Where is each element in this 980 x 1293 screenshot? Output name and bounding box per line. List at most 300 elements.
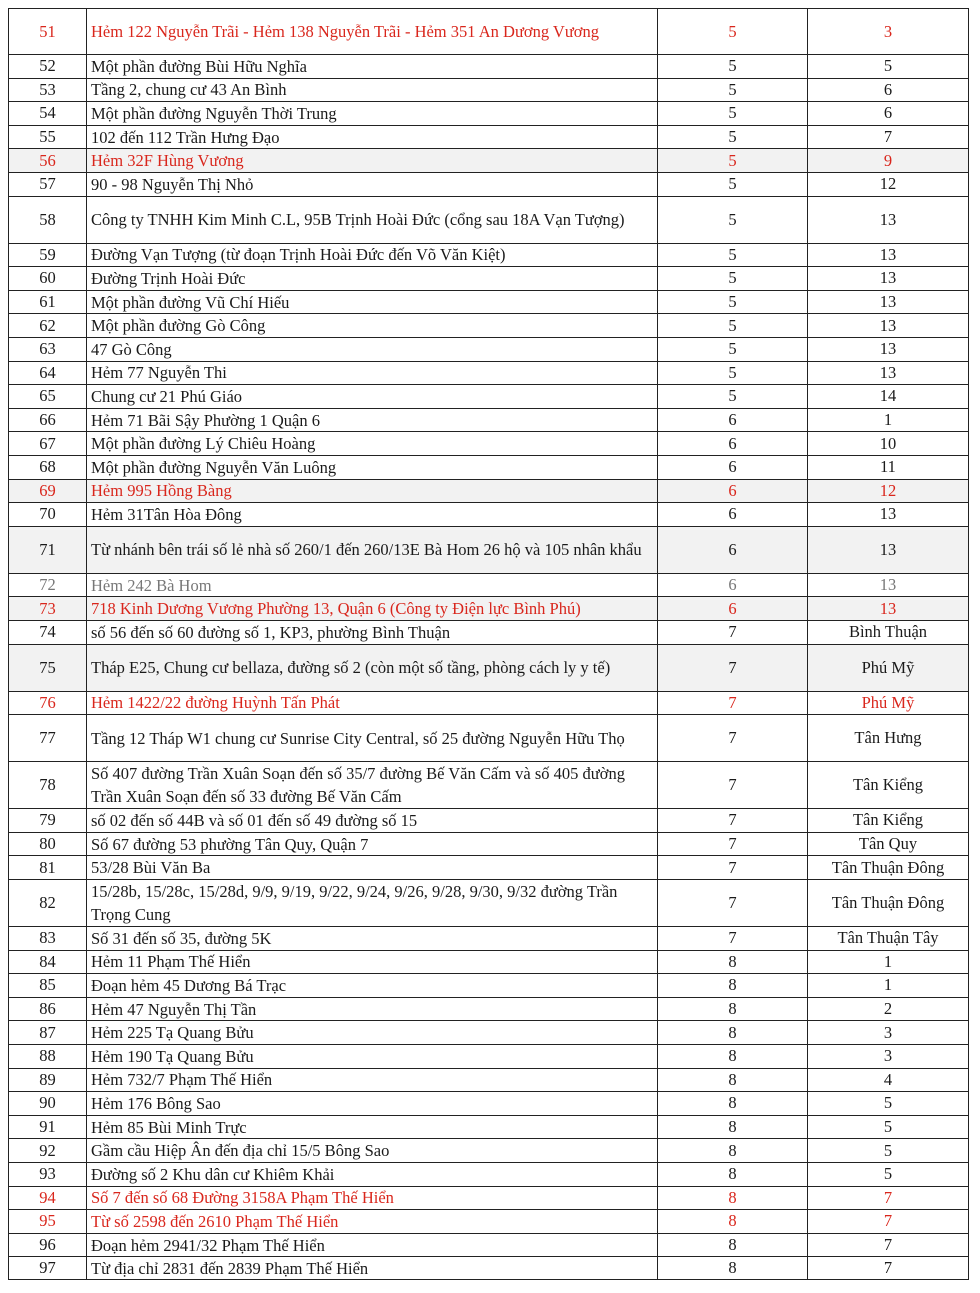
table-row xyxy=(8,125,969,149)
location-cell-text: số 02 đến số 44B và số 01 đến số 49 đường số 15 xyxy=(91,810,418,830)
district-cell xyxy=(657,621,807,644)
location-cell-text: Từ địa chỉ 2831 đến 2839 Phạm Thế Hiển xyxy=(91,1258,369,1278)
table-row xyxy=(8,596,969,620)
district-cell-text: 7 xyxy=(728,775,737,795)
table-row xyxy=(8,479,969,503)
row-number xyxy=(8,197,86,243)
ward-cell xyxy=(807,149,969,172)
row-number-text: 72 xyxy=(39,575,56,595)
location-cell xyxy=(86,527,657,573)
location-cell xyxy=(86,385,657,408)
location-cell xyxy=(86,79,657,102)
table-row xyxy=(8,879,969,926)
ward-cell-text: 5 xyxy=(883,1140,893,1160)
table-row xyxy=(8,290,969,314)
district-cell xyxy=(657,1257,807,1279)
district-cell xyxy=(657,456,807,479)
location-cell xyxy=(86,432,657,455)
location-cell xyxy=(86,1116,657,1139)
location-cell-text: Tầng 12 Tháp W1 chung cư Sunrise City Central, số 25 đường Nguyễn Hữu Thọ xyxy=(91,728,625,748)
location-cell xyxy=(86,998,657,1021)
district-cell xyxy=(657,692,807,715)
location-cell-text: Một phần đường Gò Công xyxy=(91,316,266,336)
district-cell xyxy=(657,809,807,832)
location-cell-text: Hẻm 242 Bà Hom xyxy=(91,575,212,595)
ward-cell-text: 13 xyxy=(879,575,897,595)
location-cell xyxy=(86,645,657,691)
district-cell xyxy=(657,1139,807,1162)
location-cell xyxy=(86,1069,657,1092)
location-cell-text: Chung cư 21 Phú Giáo xyxy=(91,386,243,406)
ward-cell xyxy=(807,291,969,314)
table-row xyxy=(8,950,969,974)
row-number xyxy=(8,456,86,479)
ward-cell xyxy=(807,362,969,385)
row-number-text: 68 xyxy=(39,457,56,477)
district-cell-text: 7 xyxy=(728,692,737,712)
row-number-text: 79 xyxy=(39,810,56,830)
location-cell-text: 47 Gò Công xyxy=(91,339,172,359)
district-cell xyxy=(657,362,807,385)
ward-cell xyxy=(807,998,969,1021)
district-cell xyxy=(657,974,807,997)
row-number xyxy=(8,149,86,172)
row-number xyxy=(8,432,86,455)
row-number xyxy=(8,173,86,196)
ward-cell xyxy=(807,1187,969,1210)
location-cell-text: 102 đến 112 Trần Hưng Đạo xyxy=(91,127,280,147)
district-cell-text: 6 xyxy=(728,433,737,453)
district-cell xyxy=(657,880,807,926)
ward-cell-text: 13 xyxy=(879,315,897,335)
location-cell xyxy=(86,880,657,926)
ward-cell xyxy=(807,314,969,337)
row-number-text: 56 xyxy=(39,150,56,170)
district-cell xyxy=(657,574,807,597)
district-cell xyxy=(657,1163,807,1186)
location-cell xyxy=(86,762,657,808)
location-cell-text: Số 67 đường 53 phường Tân Quy, Quận 7 xyxy=(91,834,369,854)
table-row xyxy=(8,973,969,997)
row-number xyxy=(8,1069,86,1092)
row-number xyxy=(8,574,86,597)
location-cell-text: Đường Trịnh Hoài Đức xyxy=(91,268,246,288)
ward-cell xyxy=(807,621,969,644)
district-cell-text: 6 xyxy=(728,457,737,477)
row-number xyxy=(8,1187,86,1210)
location-cell-text: Hẻm 225 Tạ Quang Bửu xyxy=(91,1023,254,1043)
ward-cell-text: 5 xyxy=(883,1093,893,1113)
location-cell-text: Một phần đường Lý Chiêu Hoàng xyxy=(91,434,316,454)
ward-cell xyxy=(807,456,969,479)
row-number xyxy=(8,645,86,691)
location-cell-text: Tháp E25, Chung cư bellaza, đường số 2 (còn một số tầng, phòng cách ly y tế) xyxy=(91,658,611,678)
row-number xyxy=(8,126,86,149)
ward-cell-text: Tân Thuận Đông xyxy=(831,893,945,912)
row-number-text: 96 xyxy=(39,1235,56,1255)
table-row xyxy=(8,1162,969,1186)
row-number-text: 63 xyxy=(39,339,56,359)
location-cell xyxy=(86,856,657,879)
ward-cell-text: 6 xyxy=(883,103,893,123)
district-cell xyxy=(657,527,807,573)
district-cell xyxy=(657,597,807,620)
row-number-text: 70 xyxy=(39,504,56,524)
location-cell-text: Hẻm 11 Phạm Thế Hiển xyxy=(91,952,251,972)
location-cell xyxy=(86,409,657,432)
location-cell xyxy=(86,692,657,715)
row-number-text: 57 xyxy=(39,174,56,194)
row-number-text: 81 xyxy=(39,857,56,877)
location-cell-text: Hẻm 31Tân Hòa Đông xyxy=(91,504,242,524)
district-cell-text: 7 xyxy=(728,893,737,912)
ward-cell-text: 1 xyxy=(883,951,893,971)
district-cell xyxy=(657,173,807,196)
location-cell xyxy=(86,1092,657,1115)
row-number xyxy=(8,809,86,832)
row-number xyxy=(8,527,86,573)
row-number xyxy=(8,102,86,125)
district-cell-text: 5 xyxy=(728,339,737,359)
table-row xyxy=(8,384,969,408)
ward-cell xyxy=(807,809,969,832)
row-number xyxy=(8,314,86,337)
ward-cell-text: Phú Mỹ xyxy=(861,657,915,677)
location-cell-text: Hẻm 71 Bãi Sậy Phường 1 Quận 6 xyxy=(91,410,320,430)
ward-cell xyxy=(807,432,969,455)
table-row xyxy=(8,761,969,808)
location-cell-text: số 56 đến số 60 đường số 1, KP3, phường Bình Thuận xyxy=(91,622,451,642)
table-row xyxy=(8,1138,969,1162)
district-cell xyxy=(657,503,807,526)
district-cell xyxy=(657,998,807,1021)
district-cell xyxy=(657,1069,807,1092)
district-cell xyxy=(657,762,807,808)
row-number xyxy=(8,362,86,385)
table-row xyxy=(8,997,969,1021)
ward-cell-text: Tân Quy xyxy=(858,834,918,854)
location-cell xyxy=(86,621,657,644)
row-number xyxy=(8,715,86,761)
table-row xyxy=(8,266,969,290)
location-cell-text: Đường Vạn Tượng (từ đoạn Trịnh Hoài Đức đến Võ Văn Kiệt) xyxy=(91,245,506,265)
location-cell xyxy=(86,55,657,78)
district-cell-text: 8 xyxy=(728,1069,737,1089)
location-cell xyxy=(86,597,657,620)
location-cell xyxy=(86,1257,657,1279)
row-number-text: 88 xyxy=(39,1046,56,1066)
ward-cell xyxy=(807,480,969,503)
location-cell-text: Một phần đường Nguyễn Văn Luông xyxy=(91,457,337,477)
ward-cell-text: Tân Kiểng xyxy=(852,775,924,795)
location-cell-text: Hẻm 1422/22 đường Huỳnh Tấn Phát xyxy=(91,693,340,713)
ward-cell xyxy=(807,79,969,102)
location-cell xyxy=(86,126,657,149)
table-row xyxy=(8,78,969,102)
location-cell xyxy=(86,102,657,125)
district-cell-text: 7 xyxy=(728,834,737,854)
district-cell-text: 7 xyxy=(728,657,737,677)
location-cell-text: Đoạn hẻm 2941/32 Phạm Thế Hiển xyxy=(91,1235,325,1255)
row-number xyxy=(8,79,86,102)
district-cell-text: 5 xyxy=(728,56,737,76)
row-number xyxy=(8,880,86,926)
district-cell xyxy=(657,126,807,149)
table-row xyxy=(8,502,969,526)
location-cell xyxy=(86,456,657,479)
district-cell xyxy=(657,1045,807,1068)
ward-cell xyxy=(807,527,969,573)
table-row xyxy=(8,313,969,337)
ward-cell xyxy=(807,880,969,926)
district-cell-text: 7 xyxy=(728,810,737,830)
district-cell xyxy=(657,385,807,408)
table-row xyxy=(8,1044,969,1068)
location-cell-text: Số 31 đến số 35, đường 5K xyxy=(91,928,272,948)
table-row xyxy=(8,148,969,172)
ward-cell xyxy=(807,1021,969,1044)
location-cell xyxy=(86,1210,657,1233)
ward-cell xyxy=(807,974,969,997)
row-number xyxy=(8,762,86,808)
ward-cell-text: 13 xyxy=(879,362,897,382)
table-row xyxy=(8,1068,969,1092)
ward-cell-text: 12 xyxy=(879,480,897,500)
row-number-text: 89 xyxy=(39,1069,56,1089)
ward-cell xyxy=(807,126,969,149)
location-cell-text: Một phần đường Nguyễn Thời Trung xyxy=(91,103,337,123)
ward-cell-text: 13 xyxy=(879,539,897,559)
district-cell-text: 8 xyxy=(728,1022,737,1042)
district-cell xyxy=(657,1021,807,1044)
district-cell xyxy=(657,149,807,172)
row-number xyxy=(8,833,86,856)
row-number xyxy=(8,480,86,503)
ward-cell-text: 1 xyxy=(883,410,893,430)
location-cell xyxy=(86,149,657,172)
lockdown-area-table xyxy=(8,8,969,1288)
ward-cell xyxy=(807,762,969,808)
ward-cell-text: 13 xyxy=(879,598,897,618)
ward-cell-text: 13 xyxy=(879,209,897,229)
district-cell-text: 5 xyxy=(728,244,737,264)
row-number xyxy=(8,1210,86,1233)
ward-cell-text: 5 xyxy=(883,1117,893,1137)
row-number-text: 71 xyxy=(39,539,56,559)
district-cell-text: 8 xyxy=(728,1258,737,1278)
ward-cell-text: 3 xyxy=(883,1022,893,1042)
district-cell-text: 8 xyxy=(728,1187,737,1207)
location-cell xyxy=(86,951,657,974)
row-number xyxy=(8,9,86,54)
table-row xyxy=(8,832,969,856)
table-row xyxy=(8,1256,969,1280)
row-number-text: 61 xyxy=(39,292,56,312)
district-cell-text: 8 xyxy=(728,975,737,995)
row-number xyxy=(8,55,86,78)
row-number-text: 59 xyxy=(39,244,56,264)
row-number xyxy=(8,503,86,526)
ward-cell xyxy=(807,409,969,432)
ward-cell xyxy=(807,1139,969,1162)
table-row xyxy=(8,1115,969,1139)
table-row xyxy=(8,8,969,54)
row-number-text: 90 xyxy=(39,1093,56,1113)
location-cell xyxy=(86,809,657,832)
row-number xyxy=(8,244,86,267)
district-cell-text: 5 xyxy=(728,268,737,288)
ward-cell-text: Tân Thuận Đông xyxy=(831,857,945,877)
district-cell xyxy=(657,480,807,503)
location-cell xyxy=(86,173,657,196)
ward-cell-text: 6 xyxy=(883,79,893,99)
district-cell xyxy=(657,267,807,290)
district-cell xyxy=(657,1092,807,1115)
ward-cell-text: 4 xyxy=(883,1069,893,1089)
row-number-text: 58 xyxy=(39,209,56,229)
ward-cell xyxy=(807,1210,969,1233)
row-number-text: 93 xyxy=(39,1164,56,1184)
row-number xyxy=(8,1234,86,1257)
location-cell-text: Hẻm 47 Nguyễn Thị Tần xyxy=(91,999,257,1019)
location-cell-text: Gầm cầu Hiệp Ân đến địa chỉ 15/5 Bông Sao xyxy=(91,1141,390,1161)
table-row xyxy=(8,926,969,950)
district-cell xyxy=(657,55,807,78)
table-row xyxy=(8,361,969,385)
row-number-text: 65 xyxy=(39,386,56,406)
district-cell-text: 5 xyxy=(728,79,737,99)
location-cell-text: Tầng 2, chung cư 43 An Bình xyxy=(91,80,287,100)
ward-cell-text: 7 xyxy=(883,127,893,147)
ward-cell-text: 7 xyxy=(883,1235,893,1255)
location-cell-text: Một phần đường Vũ Chí Hiếu xyxy=(91,292,290,312)
table-row xyxy=(8,691,969,715)
location-cell xyxy=(86,833,657,856)
location-cell-text: Hẻm 77 Nguyễn Thi xyxy=(91,363,227,383)
location-cell-text: Từ nhánh bên trái số lẻ nhà số 260/1 đến 260/13E Bà Hom 26 hộ và 105 nhân khẩu xyxy=(91,540,642,560)
ward-cell-text: 5 xyxy=(883,56,893,76)
ward-cell-text: 3 xyxy=(883,1046,893,1066)
location-cell xyxy=(86,9,657,54)
row-number-text: 74 xyxy=(39,622,56,642)
table-row xyxy=(8,455,969,479)
location-cell-text: 15/28b, 15/28c, 15/28d, 9/9, 9/19, 9/22, 9/24, 9/26, 9/28, 9/30, 9/32 đường Trần Trọng Cung xyxy=(91,882,618,924)
ward-cell-text: Phú Mỹ xyxy=(861,692,915,712)
ward-cell-text: 14 xyxy=(879,386,897,406)
ward-cell-text: Bình Thuận xyxy=(848,622,928,642)
table-row xyxy=(8,54,969,78)
ward-cell xyxy=(807,715,969,761)
district-cell-text: 8 xyxy=(728,1117,737,1137)
row-number-text: 82 xyxy=(39,893,56,912)
table-row xyxy=(8,337,969,361)
table-row xyxy=(8,1091,969,1115)
location-cell xyxy=(86,1163,657,1186)
district-cell xyxy=(657,432,807,455)
row-number-text: 52 xyxy=(39,56,56,76)
row-number-text: 91 xyxy=(39,1117,56,1137)
ward-cell xyxy=(807,9,969,54)
ward-cell xyxy=(807,1092,969,1115)
ward-cell-text: 1 xyxy=(883,975,893,995)
ward-cell-text: 10 xyxy=(879,433,897,453)
table-row xyxy=(8,243,969,267)
district-cell xyxy=(657,9,807,54)
table-row xyxy=(8,855,969,879)
district-cell-text: 8 xyxy=(728,1211,737,1231)
ward-cell xyxy=(807,692,969,715)
table-row xyxy=(8,196,969,243)
ward-cell-text: 12 xyxy=(879,174,897,194)
row-number-text: 75 xyxy=(39,657,56,677)
district-cell-text: 8 xyxy=(728,1093,737,1113)
row-number xyxy=(8,409,86,432)
row-number xyxy=(8,951,86,974)
district-cell-text: 8 xyxy=(728,1140,737,1160)
row-number-text: 86 xyxy=(39,999,56,1019)
row-number xyxy=(8,998,86,1021)
location-cell-text: Hẻm 176 Bông Sao xyxy=(91,1093,221,1113)
district-cell xyxy=(657,927,807,950)
location-cell-text: 718 Kinh Dương Vương Phường 13, Quận 6 (Công ty Điện lực Bình Phú) xyxy=(91,599,581,619)
ward-cell xyxy=(807,1163,969,1186)
location-cell xyxy=(86,1139,657,1162)
ward-cell xyxy=(807,197,969,243)
district-cell-text: 5 xyxy=(728,150,737,170)
location-cell xyxy=(86,197,657,243)
row-number xyxy=(8,1257,86,1279)
district-cell-text: 7 xyxy=(728,928,737,948)
ward-cell-text: 7 xyxy=(883,1258,893,1278)
row-number-text: 95 xyxy=(39,1211,56,1231)
ward-cell-text: 13 xyxy=(879,339,897,359)
row-number-text: 92 xyxy=(39,1140,56,1160)
ward-cell xyxy=(807,645,969,691)
district-cell-text: 5 xyxy=(728,174,737,194)
row-number-text: 55 xyxy=(39,127,56,147)
table-row xyxy=(8,431,969,455)
ward-cell xyxy=(807,1116,969,1139)
row-number-text: 60 xyxy=(39,268,56,288)
row-number xyxy=(8,1163,86,1186)
row-number-text: 69 xyxy=(39,480,56,500)
location-cell xyxy=(86,480,657,503)
table-row xyxy=(8,808,969,832)
ward-cell xyxy=(807,833,969,856)
row-number xyxy=(8,291,86,314)
row-number-text: 73 xyxy=(39,598,56,618)
row-number xyxy=(8,692,86,715)
ward-cell xyxy=(807,55,969,78)
district-cell-text: 5 xyxy=(728,386,737,406)
row-number-text: 80 xyxy=(39,834,56,854)
row-number-text: 94 xyxy=(39,1187,56,1207)
location-cell xyxy=(86,314,657,337)
table-row xyxy=(8,1186,969,1210)
ward-cell xyxy=(807,1045,969,1068)
ward-cell xyxy=(807,173,969,196)
ward-cell xyxy=(807,574,969,597)
district-cell xyxy=(657,102,807,125)
district-cell-text: 6 xyxy=(728,480,737,500)
ward-cell xyxy=(807,244,969,267)
row-number-text: 85 xyxy=(39,975,56,995)
row-number-text: 87 xyxy=(39,1022,56,1042)
location-cell xyxy=(86,974,657,997)
row-number-text: 51 xyxy=(39,21,56,41)
ward-cell-text: Tân Hưng xyxy=(854,728,922,748)
table-row xyxy=(8,573,969,597)
